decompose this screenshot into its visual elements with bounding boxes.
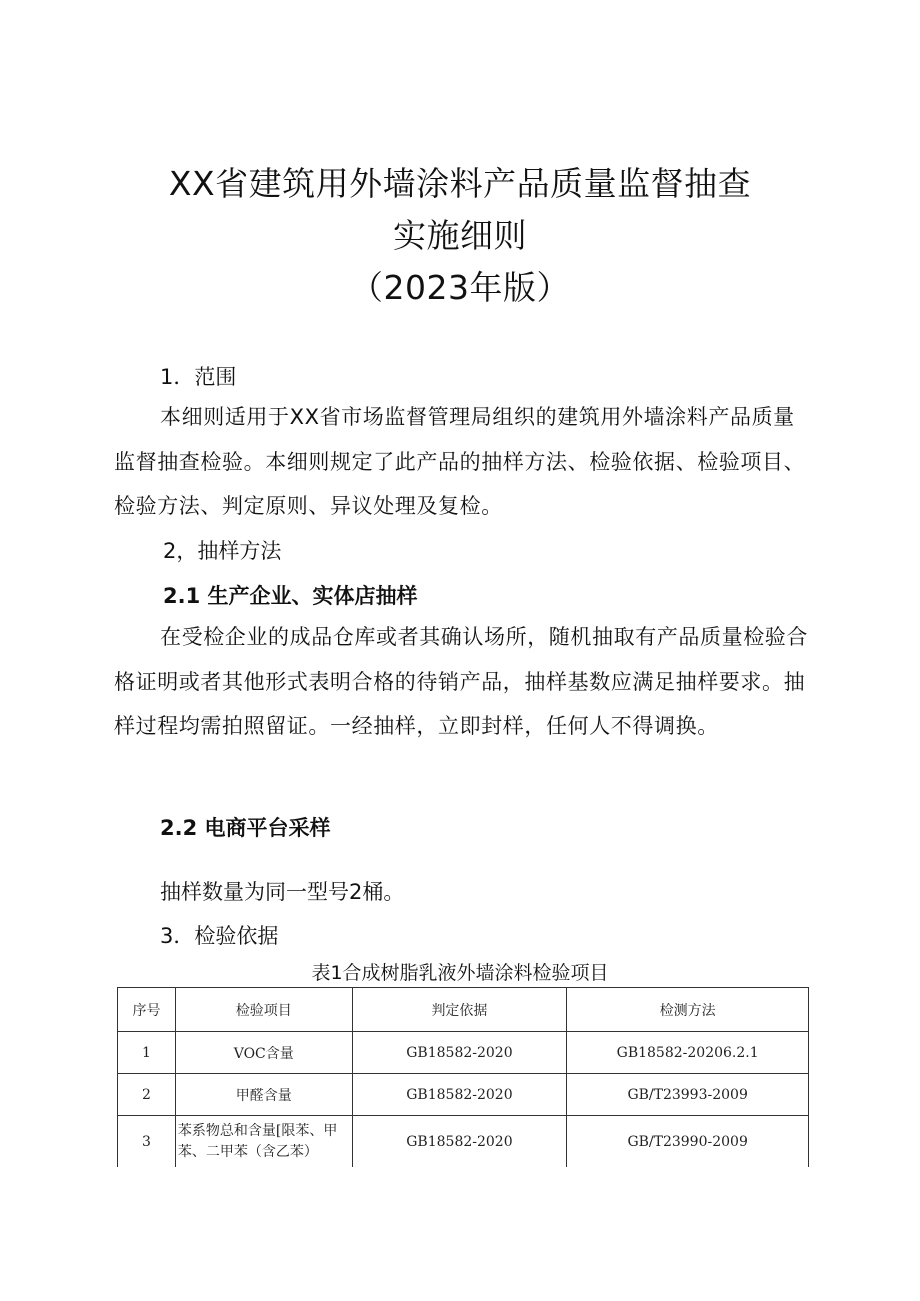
cell-item: 甲醛含量 (175, 1074, 352, 1116)
cell-method: GB/T23993-2009 (567, 1074, 809, 1116)
cell-method: GB18582-20206.2.1 (567, 1032, 809, 1074)
title-line-2: 实施细则 (393, 216, 527, 255)
title-line-1: XX省建筑用外墙涂料产品质量监督抽查 (168, 164, 752, 203)
section-3-heading: 3．检验依据 (160, 924, 279, 948)
table-row (118, 1032, 809, 1074)
table-caption: 表1合成树脂乳液外墙涂料检验项目 (311, 962, 609, 984)
section-2-1-text: 在受检企业的成品仓库或者其确认场所，随机抽取有产品质量检验合格证明或者其他形式表明合格的待销产品，抽样基数应满足抽样要求。抽样过程均需拍照留证。一经抽样，立即封样，任何人不得调换。 (114, 625, 808, 738)
cell-index: 1 (118, 1032, 176, 1074)
section-2-1-heading: 2.1 生产企业、实体店抽样 (163, 584, 418, 608)
section-1-body (114, 395, 814, 529)
header-method: 检测方法 (567, 988, 809, 1032)
table-row (118, 1116, 809, 1168)
table-row (118, 1074, 809, 1116)
header-index: 序号 (118, 988, 176, 1032)
section-1-text: 本细则适用于XX省市场监督管理局组织的建筑用外墙涂料产品质量监督抽查检验。本细则规定了此产品的抽样方法、检验依据、检验项目、检验方法、判定原则、异议处理及复检。 (114, 405, 806, 518)
section-2-2-body: 抽样数量为同一型号2桶。 (160, 880, 405, 904)
header-basis: 判定依据 (352, 988, 567, 1032)
header-item: 检验项目 (175, 988, 352, 1032)
cell-basis: GB18582-2020 (352, 1032, 567, 1074)
cell-item: VOC含量 (175, 1032, 352, 1074)
table-header-row (118, 988, 809, 1032)
section-2-2-heading: 2.2 电商平台采样 (160, 816, 331, 840)
cell-basis: GB18582-2020 (352, 1074, 567, 1116)
section-2-1-body (114, 615, 814, 749)
section-2-heading: 2，抽样方法 (163, 539, 282, 563)
section-1-heading: 1．范围 (160, 365, 237, 389)
inspection-table (117, 987, 809, 1167)
cell-item: 苯系物总和含量[限苯、甲苯、二甲苯（含乙苯） (175, 1116, 352, 1168)
cell-basis: GB18582-2020 (352, 1116, 567, 1168)
document-title (0, 158, 920, 314)
cell-method: GB/T23990-2009 (567, 1116, 809, 1168)
cell-index: 3 (118, 1116, 176, 1168)
cell-index: 2 (118, 1074, 176, 1116)
title-line-3: （2023年版） (350, 268, 570, 307)
